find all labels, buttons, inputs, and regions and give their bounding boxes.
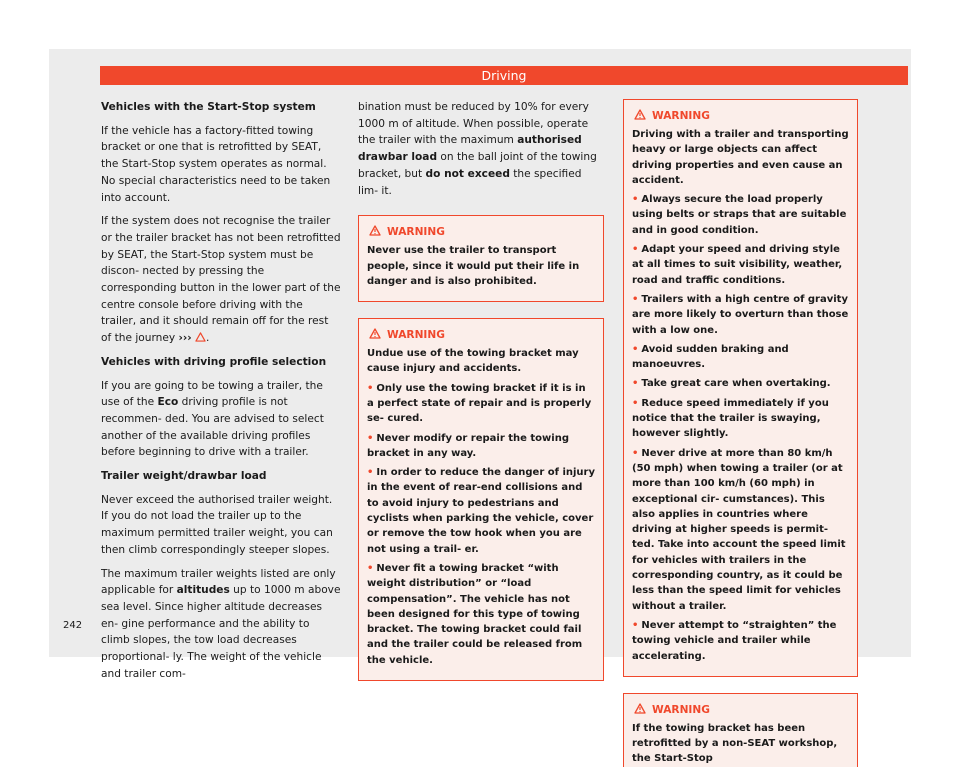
warning-box-retrofitted-bracket (623, 693, 858, 767)
bullet-icon: • (367, 382, 374, 394)
bullet-icon: • (632, 343, 639, 355)
paragraph: bination must be reduced by 10% for every 1000 m of altitude. When possible, operate the trailer with the maximum authorised drawbar load on the ball joint of the towing bracket, but do not exceed the specified lim- it. (358, 101, 597, 197)
subheading-trailer-weight: Trailer weight/drawbar load (101, 470, 267, 483)
list-item: • Never modify or repair the towing bracket in any way. (367, 432, 569, 459)
bullet-icon: • (632, 378, 639, 390)
list-item: • Never fit a towing bracket “with weight distribution” or “load compensation”. The vehicle has not been designed for this type of towing bracket. The towing bracket could fail and the trailer could be released from the vehicle. (367, 562, 583, 666)
column-2 (358, 99, 604, 697)
warning-triangle-icon (369, 225, 381, 236)
bullet-icon: • (632, 447, 639, 459)
warning-text: Never use the trailer to transport people, since it would put their life in danger and is also prohibited. (367, 245, 580, 287)
warning-heading: WARNING (624, 100, 857, 127)
bullet-icon: • (632, 244, 639, 256)
warning-text: Undue use of the towing bracket may cause injury and accidents. (367, 348, 579, 375)
bullet-icon: • (632, 397, 639, 409)
paragraph: The maximum trailer weights listed are only applicable for altitudes up to 1000 m above sea level. Since higher altitude decreases en- gine performance and the ability to climb slopes, the tow load decreases proportional- ly. The weight of the vehicle and trailer com- (101, 567, 341, 680)
bullet-icon: • (632, 293, 639, 305)
warning-heading: WARNING (359, 216, 603, 243)
manual-page (49, 49, 911, 765)
list-item: • Never attempt to “straighten” the towing vehicle and trailer while accelerating. (632, 619, 837, 662)
warning-heading: WARNING (359, 319, 603, 346)
warning-text: Driving with a trailer and transporting heavy or large objects can affect driving properties and even cause an accident. (632, 129, 849, 186)
bullet-icon: • (367, 432, 374, 444)
cross-reference-arrows[interactable]: ››› (178, 332, 192, 345)
column-3 (623, 99, 858, 783)
paragraph: If the vehicle has a factory-fitted towing bracket or one that is retrofitted by SEAT, the Start-Stop system operates as normal. No special characteristics need to be taken into account. (101, 124, 331, 204)
bullet-icon: • (367, 562, 374, 574)
warning-triangle-icon (195, 332, 206, 342)
warning-box-transport-people (358, 215, 604, 302)
page-number: 242 (63, 620, 83, 631)
warning-text: If the towing bracket has been retrofitted by a non-SEAT workshop, the Start-Stop (632, 722, 838, 765)
warning-heading: WARNING (624, 694, 857, 721)
list-item: • Avoid sudden braking and manoeuvres. (632, 343, 789, 371)
bullet-icon: • (367, 467, 374, 479)
list-item: • Never drive at more than 80 km/h (50 mph) when towing a trailer (or at more than 100 km/h (60 mph) in exceptional cir- cumstances). This also applies in countries where driving at higher speeds is permit- ted. Take into account the speed limit for vehicles with trailers in the corresponding country, as it could be less than the speed limit for vehicles without a trailer. (632, 447, 846, 612)
list-item: • In order to reduce the danger of injury in the event of rear-end collisions and to avoid injury to pedestrians and cyclists when parking the vehicle, cover or remove the tow hook when you are not using a trail- er. (367, 467, 595, 555)
warning-box-towing-bracket (358, 318, 604, 681)
subheading-driving-profile: Vehicles with driving profile selection (101, 355, 327, 368)
paragraph: Never exceed the authorised trailer weight. If you do not load the trailer up to the maximum permitted trailer weight, you can then climb correspondingly steeper slopes. (101, 493, 333, 556)
paragraph: If you are going to be towing a trailer, the use of the Eco driving profile is not recommen- ded. You are advised to select another of the available driving profiles before beginning to drive with a trailer. (101, 379, 324, 459)
list-item: • Reduce speed immediately if you notice that the trailer is swaying, however slightly. (632, 397, 829, 440)
section-header: Driving (100, 66, 908, 85)
list-item: • Adapt your speed and driving style at all times to suit visibility, weather, road and traffic conditions. (632, 244, 843, 286)
list-item: • Take great care when overtaking. (632, 378, 831, 390)
bullet-icon: • (632, 194, 639, 206)
list-item: • Always secure the load properly using belts or straps that are suitable and in good condition. (632, 194, 847, 236)
warning-box-driving-with-trailer (623, 99, 858, 677)
subheading-start-stop: Vehicles with the Start-Stop system (101, 101, 316, 113)
list-item: • Trailers with a high centre of gravity are more likely to overturn than those with a low one. (632, 293, 849, 336)
column-1 (101, 99, 341, 690)
warning-triangle-icon (369, 328, 381, 339)
warning-triangle-icon (634, 703, 646, 714)
paragraph: If the system does not recognise the trailer or the trailer bracket has not been retrofitted by SEAT, the Start-Stop system must be discon- nected by pressing the corresponding button in the lower part of the centre console before driving with the trailer, and it should remain off for the rest of the journey ››› . (101, 215, 341, 345)
list-item: • Only use the towing bracket if it is in a perfect state of repair and is properly se- cured. (367, 382, 592, 425)
warning-triangle-icon (634, 109, 646, 120)
bullet-icon: • (632, 619, 639, 631)
